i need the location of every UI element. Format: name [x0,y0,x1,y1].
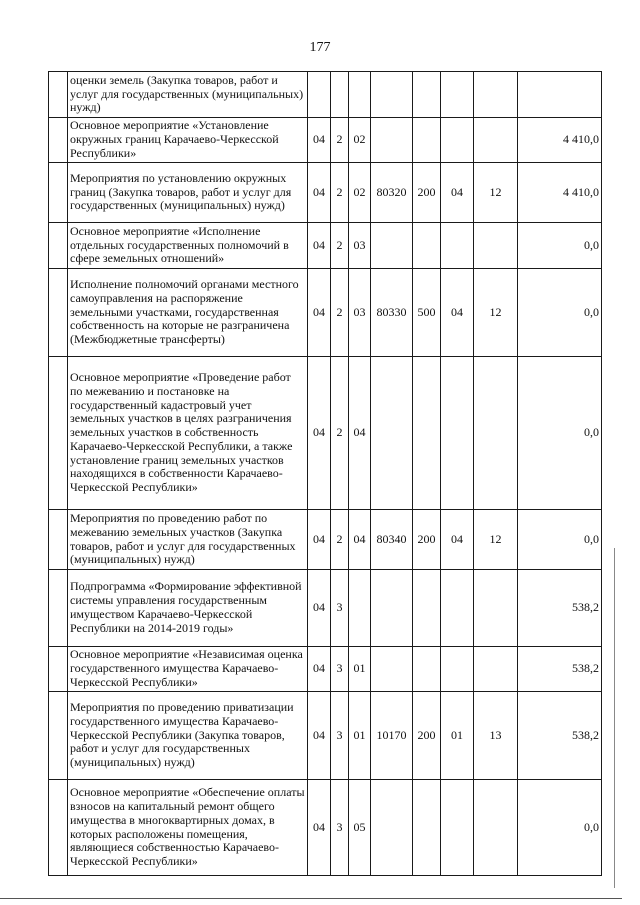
subprogram-code-cell: 2 [331,163,349,223]
table-row [49,118,602,163]
table-row [49,570,602,647]
subprogram-code-cell: 2 [331,223,349,269]
program-code-cell: 04 [308,570,331,647]
activity-code-cell: 03 [349,269,371,357]
activity-code-cell: 02 [349,163,371,223]
activity-code-cell: 02 [349,118,371,163]
subprogram-code-cell: 3 [331,692,349,780]
subsection-code-cell: 12 [474,163,518,223]
subsection-code-cell: 12 [474,510,518,570]
subsection-code-cell: 13 [474,692,518,780]
expense-type-cell [413,647,441,692]
direction-code-cell [371,72,413,118]
direction-code-cell: 80320 [371,163,413,223]
activity-code-cell [349,72,371,118]
program-code-cell: 04 [308,163,331,223]
budget-table [48,71,602,876]
activity-code-cell: 01 [349,692,371,780]
section-code-cell: 04 [441,269,474,357]
subsection-code-cell [474,780,518,876]
row-index-cell [49,163,68,223]
table-row [49,510,602,570]
row-index-cell [49,357,68,510]
amount-cell: 538,2 [518,570,602,647]
table-row [49,223,602,269]
subprogram-code-cell: 3 [331,647,349,692]
table-row [49,780,602,876]
item-name-cell: Мероприятия по установлению окружных границ (Закупка товаров, работ и услуг для государственных (муниципальных) нужд) [68,163,308,223]
subprogram-code-cell: 2 [331,269,349,357]
expense-type-cell [413,780,441,876]
expense-type-cell [413,357,441,510]
program-code-cell [308,72,331,118]
amount-cell: 4 410,0 [518,118,602,163]
item-name-cell: Основное мероприятие «Проведение работ по межеванию и постановке на государственный кадастровый учет земельных участков в целях разграничения земельных участков в собственность Карачаево-Черкесской Республики, а также установление границ земельных участков находящихся в собственности Карачаево-Черкесской Республики» [68,357,308,510]
scan-edge-line [614,548,615,888]
subsection-code-cell [474,357,518,510]
subsection-code-cell [474,72,518,118]
direction-code-cell [371,223,413,269]
direction-code-cell [371,780,413,876]
subprogram-code-cell [331,72,349,118]
amount-cell: 538,2 [518,647,602,692]
section-code-cell [441,357,474,510]
amount-cell: 4 410,0 [518,163,602,223]
section-code-cell [441,570,474,647]
table-body [49,72,602,876]
table-row [49,72,602,118]
direction-code-cell [371,118,413,163]
expense-type-cell [413,223,441,269]
section-code-cell: 04 [441,163,474,223]
table-row [49,357,602,510]
item-name-cell: оценки земель (Закупка товаров, работ и услуг для государственных (муниципальных) нужд) [68,72,308,118]
item-name-cell: Основное мероприятие «Исполнение отдельных государственных полномочий в сфере земельных отношений» [68,223,308,269]
row-index-cell [49,223,68,269]
row-index-cell [49,570,68,647]
expense-type-cell: 200 [413,163,441,223]
row-index-cell [49,510,68,570]
amount-cell: 0,0 [518,269,602,357]
item-name-cell: Основное мероприятие «Установление окружных границ Карачаево-Черкесской Республики» [68,118,308,163]
page-number: 177 [309,40,331,55]
expense-type-cell [413,570,441,647]
section-code-cell [441,118,474,163]
section-code-cell [441,780,474,876]
item-name-cell: Основное мероприятие «Независимая оценка государственного имущества Карачаево-Черкесской Республики» [68,647,308,692]
section-code-cell [441,647,474,692]
activity-code-cell: 05 [349,780,371,876]
direction-code-cell [371,647,413,692]
direction-code-cell [371,570,413,647]
program-code-cell: 04 [308,223,331,269]
expense-type-cell: 200 [413,510,441,570]
subprogram-code-cell: 2 [331,510,349,570]
row-index-cell [49,72,68,118]
direction-code-cell [371,357,413,510]
item-name-cell: Мероприятия по проведению приватизации государственного имущества Карачаево-Черкесской Республики (Закупка товаров, работ и услуг для государственных (муниципальных) нужд) [68,692,308,780]
program-code-cell: 04 [308,269,331,357]
subsection-code-cell: 12 [474,269,518,357]
expense-type-cell: 500 [413,269,441,357]
table-row [49,269,602,357]
table-row [49,692,602,780]
section-code-cell: 01 [441,692,474,780]
subprogram-code-cell: 2 [331,118,349,163]
direction-code-cell: 80330 [371,269,413,357]
program-code-cell: 04 [308,692,331,780]
subsection-code-cell [474,223,518,269]
amount-cell: 0,0 [518,510,602,570]
item-name-cell: Мероприятия по проведению работ по межеванию земельных участков (Закупка товаров, работ и услуг для государственных (муниципальных) нужд) [68,510,308,570]
row-index-cell [49,780,68,876]
amount-cell: 0,0 [518,780,602,876]
expense-type-cell [413,118,441,163]
section-code-cell: 04 [441,510,474,570]
direction-code-cell: 10170 [371,692,413,780]
program-code-cell: 04 [308,780,331,876]
subsection-code-cell [474,647,518,692]
subprogram-code-cell: 3 [331,570,349,647]
section-code-cell [441,72,474,118]
item-name-cell: Подпрограмма «Формирование эффективной системы управления государственным имуществом Карачаево-Черкесской Республики на 2014-2019 годы» [68,570,308,647]
activity-code-cell: 04 [349,510,371,570]
subprogram-code-cell: 2 [331,357,349,510]
subprogram-code-cell: 3 [331,780,349,876]
table-row [49,163,602,223]
expense-type-cell [413,72,441,118]
activity-code-cell: 01 [349,647,371,692]
subsection-code-cell [474,570,518,647]
row-index-cell [49,118,68,163]
amount-cell: 0,0 [518,223,602,269]
direction-code-cell: 80340 [371,510,413,570]
amount-cell: 538,2 [518,692,602,780]
activity-code-cell: 04 [349,357,371,510]
row-index-cell [49,269,68,357]
amount-cell [518,72,602,118]
program-code-cell: 04 [308,118,331,163]
row-index-cell [49,647,68,692]
table-row [49,647,602,692]
subsection-code-cell [474,118,518,163]
program-code-cell: 04 [308,647,331,692]
activity-code-cell [349,570,371,647]
section-code-cell [441,223,474,269]
expense-type-cell: 200 [413,692,441,780]
amount-cell: 0,0 [518,357,602,510]
item-name-cell: Основное мероприятие «Обеспечение оплаты взносов на капитальный ремонт общего имущества в многоквартирных домах, в которых расположены помещения, являющиеся собственностью Карачаево-Черкесской Республики» [68,780,308,876]
program-code-cell: 04 [308,510,331,570]
item-name-cell: Исполнение полномочий органами местного самоуправления на распоряжение земельными участками, государственная собственность на которые не разграничена (Межбюджетные трансферты) [68,269,308,357]
activity-code-cell: 03 [349,223,371,269]
program-code-cell: 04 [308,357,331,510]
row-index-cell [49,692,68,780]
page-bottom-rule [0,898,622,899]
